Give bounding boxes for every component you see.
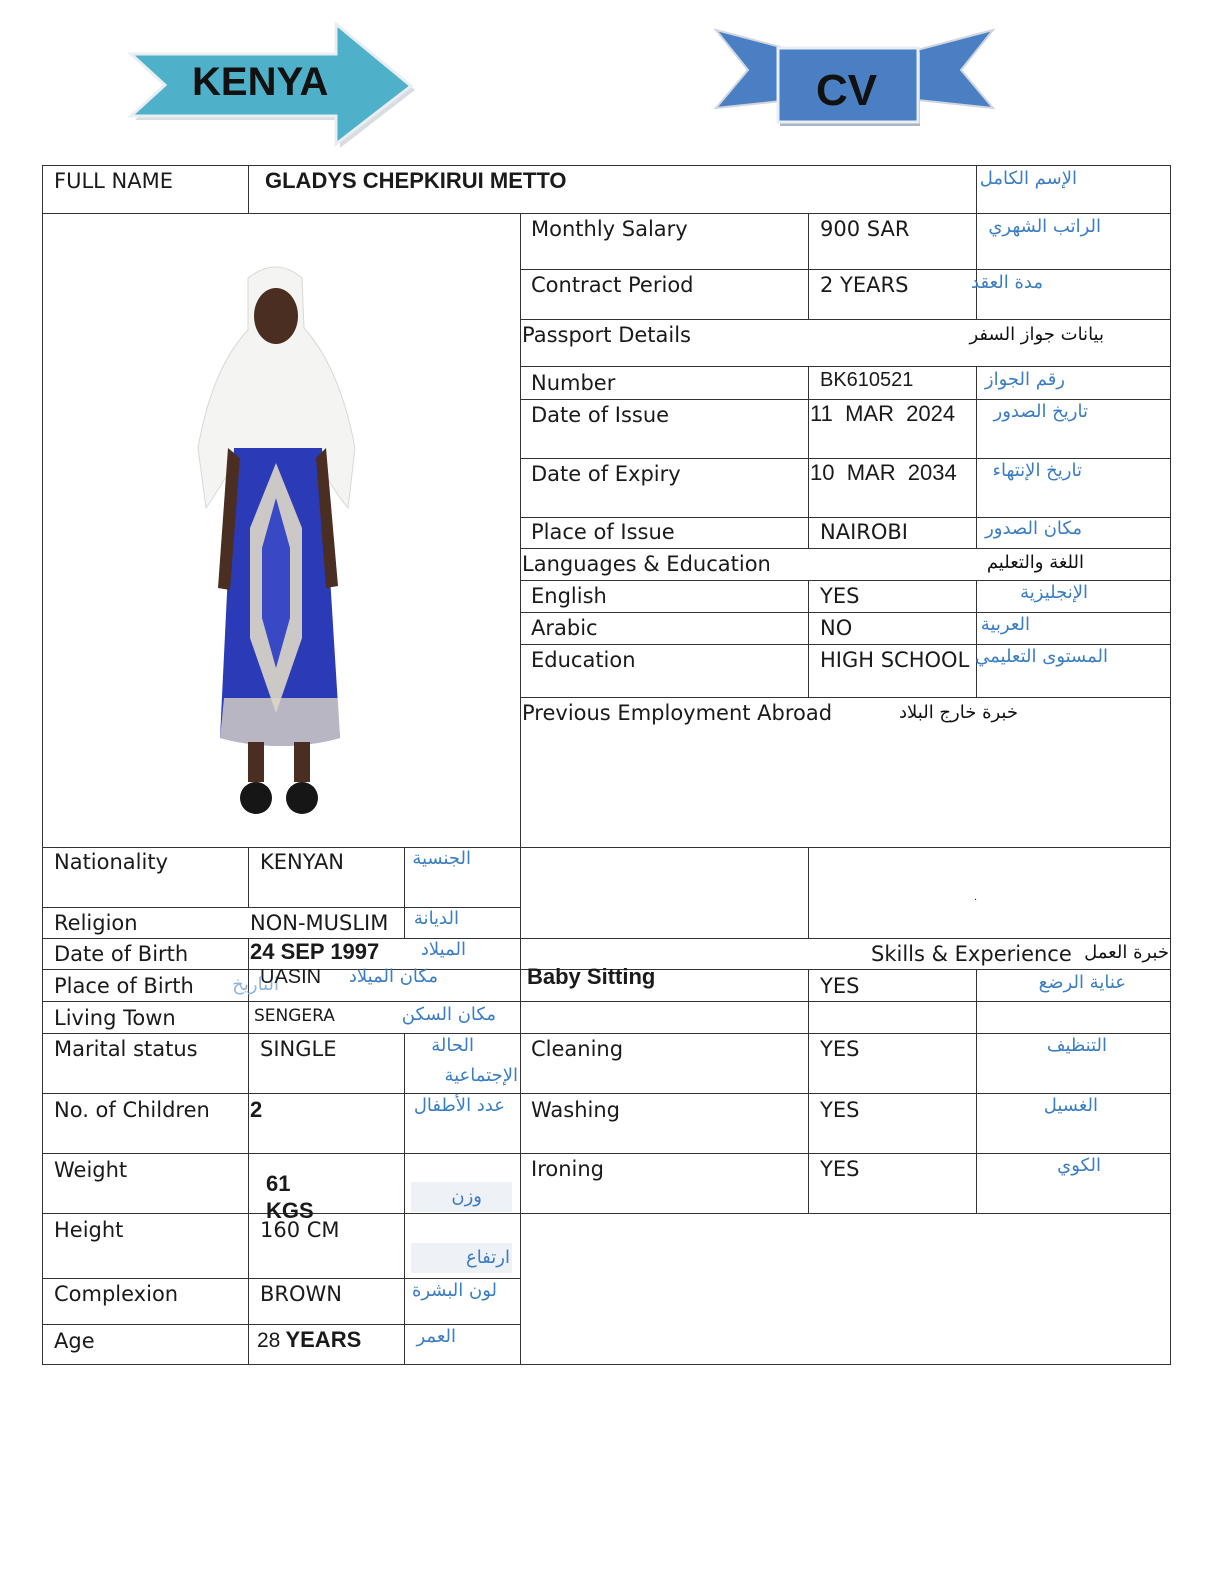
full-name-label: FULL NAME	[54, 169, 173, 193]
complexion-ar: لون البشرة	[411, 1280, 497, 1301]
age-unit: YEARS	[285, 1327, 362, 1352]
expiry-date-value: 10 MAR 2034	[810, 460, 957, 485]
english-ar: الإنجليزية	[1020, 582, 1088, 603]
passport-number-value: BK610521	[820, 369, 914, 391]
baby-sitting-value: YES	[820, 974, 860, 998]
weight-ar: وزن	[451, 1186, 482, 1207]
cv-banner-text: CV	[816, 66, 878, 115]
religion-value: NON-MUSLIM	[250, 911, 389, 935]
contract-value: 2 YEARS	[820, 273, 909, 297]
kenya-banner-text: KENYA	[192, 60, 329, 104]
pob-ar: مكان الميلاد	[348, 966, 438, 987]
salary-label: Monthly Salary	[531, 217, 688, 241]
weight-unit: KGS	[266, 1198, 314, 1223]
age-value	[257, 1327, 361, 1353]
place-issue-value: NAIROBI	[820, 520, 908, 544]
arabic-ar: العربية	[980, 614, 1030, 635]
weight-label: Weight	[54, 1158, 128, 1182]
english-label: English	[531, 584, 607, 608]
weight-value: 61	[266, 1171, 291, 1196]
passport-heading-ar: بيانات جواز السفر	[969, 324, 1104, 345]
height-label: Height	[54, 1218, 124, 1242]
candidate-photo	[190, 258, 365, 818]
employment-heading: Previous Employment Abroad	[522, 701, 833, 725]
arabic-value: NO	[820, 616, 853, 640]
english-value: YES	[820, 584, 860, 608]
full-name-ar: الإسم الكامل	[979, 168, 1077, 189]
skills-dot: .	[974, 892, 978, 903]
children-label: No. of Children	[54, 1098, 210, 1122]
washing-label: Washing	[531, 1098, 621, 1122]
place-issue-label: Place of Issue	[531, 520, 675, 544]
town-value: SENGERA	[254, 1006, 335, 1026]
cleaning-label: Cleaning	[531, 1037, 624, 1061]
ironing-value: YES	[820, 1157, 860, 1181]
place-issue-ar: مكان الصدور	[985, 518, 1082, 539]
town-label: Living Town	[54, 1006, 176, 1030]
skills-heading: Skills & Experience	[871, 942, 1072, 966]
passport-number-label: Number	[531, 371, 616, 395]
baby-sitting-label: Baby Sitting	[527, 964, 656, 989]
baby-sitting-ar: عناية الرضع	[1038, 972, 1126, 993]
pob-ar-overlap: التاريخ	[232, 974, 279, 995]
contract-ar: مدة العقد	[971, 272, 1043, 293]
height-value: 160 CM	[260, 1218, 340, 1242]
arabic-label: Arabic	[531, 616, 598, 640]
expiry-date-ar: تاريخ الإنتهاء	[992, 460, 1082, 481]
religion-label: Religion	[54, 911, 138, 935]
expiry-date-label: Date of Expiry	[531, 462, 681, 486]
salary-ar: الراتب الشهري	[988, 216, 1101, 237]
passport-heading: Passport Details	[522, 323, 691, 347]
complexion-value: BROWN	[260, 1282, 343, 1306]
cleaning-ar: التنظيف	[1046, 1035, 1107, 1056]
dob-label: Date of Birth	[54, 942, 189, 966]
age-label: Age	[54, 1329, 95, 1353]
cleaning-value: YES	[820, 1037, 860, 1061]
washing-ar: الغسيل	[1043, 1095, 1098, 1116]
pob-label: Place of Birth	[54, 974, 194, 998]
education-value: HIGH SCHOOL	[820, 648, 970, 672]
marital-value: SINGLE	[260, 1037, 337, 1061]
dob-ar: الميلاد	[420, 939, 466, 960]
religion-ar: الديانة	[413, 908, 459, 929]
issue-date-ar: تاريخ الصدور	[993, 401, 1088, 422]
ironing-label: Ironing	[531, 1157, 604, 1181]
languages-heading-ar: اللغة والتعليم	[986, 552, 1084, 573]
marital-ar: الحالة	[431, 1035, 474, 1056]
issue-date-value: 11 MAR 2024	[810, 401, 956, 426]
ironing-ar: الكوي	[1057, 1155, 1101, 1176]
full-name-value: GLADYS CHEPKIRUI METTO	[265, 168, 567, 193]
pob-value: UASIN	[260, 966, 322, 988]
contract-label: Contract Period	[531, 273, 694, 297]
nationality-ar: الجنسية	[412, 848, 471, 869]
skills-heading-ar: خبرة العمل	[1084, 942, 1169, 963]
age-number: 28	[257, 1329, 281, 1352]
washing-value: YES	[820, 1098, 860, 1122]
education-ar: المستوى التعليمي	[975, 646, 1108, 667]
children-value: 2	[250, 1097, 263, 1122]
height-ar: ارتفاع	[465, 1247, 510, 1268]
languages-heading: Languages & Education	[522, 552, 771, 576]
children-ar: عدد الأطفال	[413, 1095, 505, 1116]
complexion-label: Complexion	[54, 1282, 179, 1306]
marital-label: Marital status	[54, 1037, 198, 1061]
issue-date-label: Date of Issue	[531, 403, 670, 427]
salary-value: 900 SAR	[820, 217, 910, 241]
town-ar: مكان السكن	[401, 1004, 496, 1025]
employment-heading-ar: خبرة خارج البلاد	[899, 702, 1018, 723]
dob-value: 24 SEP 1997	[250, 939, 380, 964]
education-label: Education	[531, 648, 636, 672]
passport-number-ar: رقم الجواز	[984, 369, 1065, 390]
nationality-value: KENYAN	[260, 850, 345, 874]
marital-ar-2: الإجتماعية	[444, 1065, 518, 1086]
nationality-label: Nationality	[54, 850, 169, 874]
age-ar: العمر	[416, 1326, 456, 1347]
